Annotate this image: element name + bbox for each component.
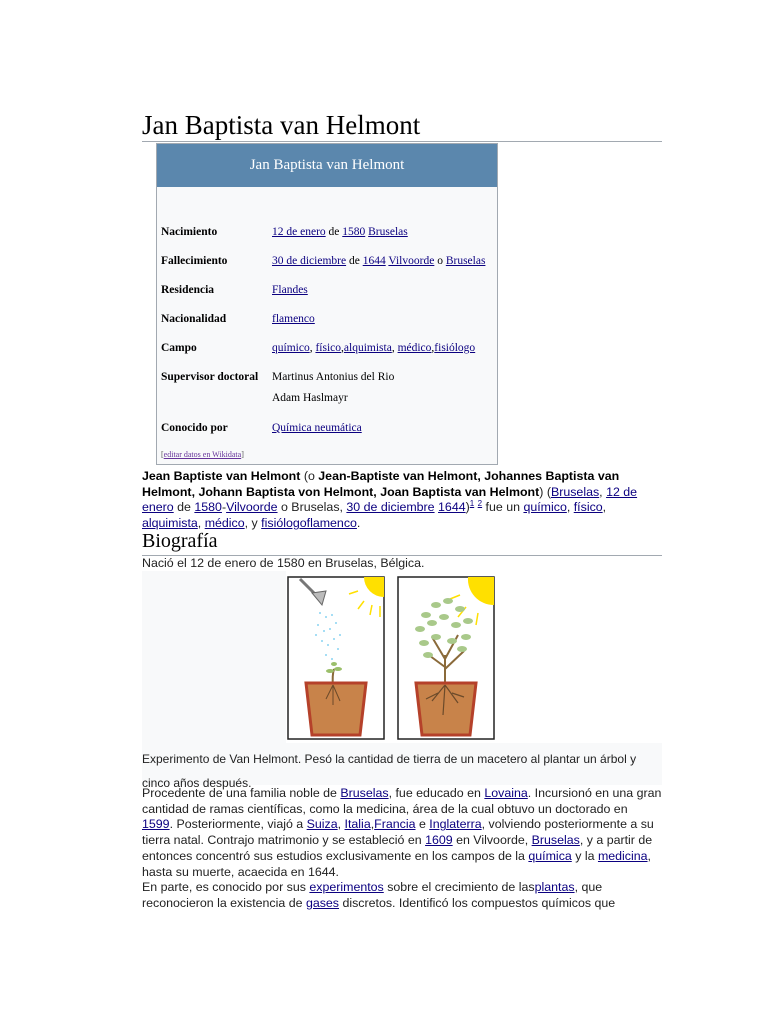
link-1599[interactable]: 1599 <box>142 817 170 832</box>
link-death-date[interactable]: 30 de diciembre <box>272 255 347 267</box>
link-alquimista[interactable]: alquimista <box>343 342 392 354</box>
reference-2[interactable]: 2 <box>477 499 483 509</box>
link-bruselas[interactable]: Bruselas <box>550 484 600 499</box>
link-birth-date[interactable]: 12 de enero <box>272 226 326 238</box>
link-quimico[interactable]: químico <box>272 342 310 354</box>
text: . <box>356 516 361 531</box>
text: , <box>370 817 375 832</box>
link-death-place-1[interactable]: Vilvoorde <box>388 255 435 267</box>
infobox <box>156 143 498 465</box>
link-experimentos[interactable]: experimentos <box>309 880 384 895</box>
experiment-illustration[interactable] <box>286 575 506 743</box>
link-suiza[interactable]: Suiza <box>306 817 338 832</box>
infobox-value: químico, físico,alquimista, médico,fisiólogo <box>272 342 476 354</box>
text: , y <box>244 516 262 531</box>
link-birth-place[interactable]: Bruselas <box>368 226 408 238</box>
infobox-value-2 <box>272 392 348 404</box>
text-o: o <box>437 255 443 267</box>
link-medicina[interactable]: medicina <box>597 848 648 863</box>
text: e <box>415 817 430 832</box>
text: , volviendo posteriormente a su tierra natal. Contrajo matrimonio y se estableció en <box>142 817 654 848</box>
figure-caption: Experimento de Van Helmont. Pesó la cantidad de tierra de un macetero al plantar un árbol y cinco años después. <box>142 752 637 790</box>
infobox-header: Jan Baptista van Helmont <box>157 144 497 187</box>
link-alquimista[interactable]: alquimista <box>142 516 198 531</box>
link-1644[interactable]: 1644 <box>438 500 466 515</box>
infobox-value <box>272 226 408 238</box>
link-plantas[interactable]: plantas <box>534 880 575 895</box>
link-vilvoorde[interactable]: Vilvoorde <box>226 500 278 515</box>
link-italia[interactable]: Italia <box>344 817 371 832</box>
infobox-label: Fallecimiento <box>161 255 228 267</box>
link-nacionalidad[interactable]: flamenco <box>272 313 315 325</box>
text: . Posteriormente, viajó a <box>169 817 307 832</box>
text: de <box>173 500 195 515</box>
figure <box>142 571 662 790</box>
infobox-value <box>272 284 308 296</box>
text: . Incursionó en una gran cantidad de ramas científicas, como la medicina, área de la cual obtuvo un doctorado en <box>142 786 662 816</box>
link-death-place-2[interactable]: Bruselas <box>445 255 486 267</box>
panel-tree <box>398 577 494 739</box>
infobox-value <box>272 255 485 267</box>
infobox-value <box>272 371 394 383</box>
link-medico[interactable]: médico <box>397 342 432 354</box>
birth-sentence: Nació el 12 de enero de 1580 en Bruselas, Bélgica. <box>142 556 425 570</box>
text: , y a partir de entonces concentró sus estudios exclusivamente en los campos de la <box>142 833 653 863</box>
text: fue un <box>482 500 524 515</box>
link-fisiologo[interactable]: fisiólogo <box>434 342 476 354</box>
link-bruselas[interactable]: Bruselas <box>340 786 389 800</box>
infobox-label: Campo <box>161 342 197 354</box>
text-de: de <box>348 255 360 267</box>
text: ) ( <box>539 484 551 499</box>
link-fisico[interactable]: físico <box>315 342 342 354</box>
text: discretos. Identificó los compuestos químicos que <box>339 895 616 910</box>
alternate-names: Jean-Baptiste van Helmont, Johannes Baptista van Helmont, Johann Baptista von Helmont, Joan Baptista van Helmont <box>142 469 620 499</box>
link-fisiologo-flamenco[interactable]: fisiólogoflamenco <box>261 516 357 531</box>
link-medico[interactable]: médico <box>204 516 245 531</box>
infobox-label: Supervisor doctoral <box>161 371 259 383</box>
link-1580[interactable]: 1580 <box>194 500 222 515</box>
text: (o <box>300 469 319 483</box>
link-30-diciembre[interactable]: 30 de diciembre <box>346 500 435 515</box>
section-heading: Biografía <box>142 530 218 552</box>
link-lovaina[interactable]: Lovaina <box>484 786 528 800</box>
edit-wikidata: [editar datos en Wikidata] <box>161 450 244 459</box>
page-title: Jan Baptista van Helmont <box>142 110 421 140</box>
text: sobre el crecimiento de las <box>383 880 535 895</box>
link-francia[interactable]: Francia <box>374 817 416 832</box>
biography-paragraph <box>142 786 662 912</box>
panel-watering <box>288 577 384 739</box>
supervisor-2: Adam Haslmayr <box>272 392 348 404</box>
text: y la <box>571 848 598 863</box>
text: o Bruselas, <box>277 500 347 515</box>
reference-1[interactable]: 1 <box>469 499 475 509</box>
text: , <box>566 500 574 515</box>
link-12-enero[interactable]: 12 de enero <box>142 484 638 515</box>
infobox-value <box>272 422 362 434</box>
text: - <box>221 500 227 515</box>
infobox-label: Nacimiento <box>161 226 218 238</box>
text: , fue educado en <box>388 786 485 800</box>
subject-name: Jean Baptiste van Helmont <box>142 469 301 483</box>
title-divider <box>142 141 662 142</box>
text: , <box>337 817 345 832</box>
supervisor-1: Martinus Antonius del Rio <box>272 371 395 383</box>
text: , que reconocieron la existencia de <box>142 880 603 910</box>
link-gases[interactable]: gases <box>305 895 340 910</box>
infobox-label: Conocido por <box>161 422 228 434</box>
text: , <box>602 500 607 515</box>
edit-wikidata-link[interactable]: editar datos en Wikidata <box>163 450 242 459</box>
text: ) <box>465 500 470 515</box>
text: En parte, es conocido por sus <box>142 880 310 895</box>
link-1609[interactable]: 1609 <box>425 833 453 848</box>
text: Procedente de una familia noble de <box>142 786 341 800</box>
text: en Vilvoorde, <box>452 833 532 848</box>
intro-paragraph <box>142 469 662 532</box>
infobox-label: Nacionalidad <box>161 313 227 325</box>
text: , <box>197 516 205 531</box>
text: , <box>599 484 607 499</box>
infobox-label: Residencia <box>161 284 215 296</box>
link-quimico[interactable]: químico <box>523 500 567 515</box>
link-quimica[interactable]: química <box>528 848 572 863</box>
text: , hasta su muerte, acaecida en 1644. <box>142 848 651 879</box>
infobox-value <box>272 313 315 325</box>
link-fisico[interactable]: físico <box>573 500 603 515</box>
link-death-year[interactable]: 1644 <box>362 255 386 267</box>
link-residencia[interactable]: Flandes <box>272 284 308 296</box>
link-inglaterra[interactable]: Inglaterra <box>429 817 482 832</box>
link-quimica-neumatica[interactable]: Química neumática <box>272 422 362 434</box>
link-birth-year[interactable]: 1580 <box>342 226 366 238</box>
text-de: de <box>328 226 340 238</box>
link-bruselas-2[interactable]: Bruselas <box>531 833 580 848</box>
